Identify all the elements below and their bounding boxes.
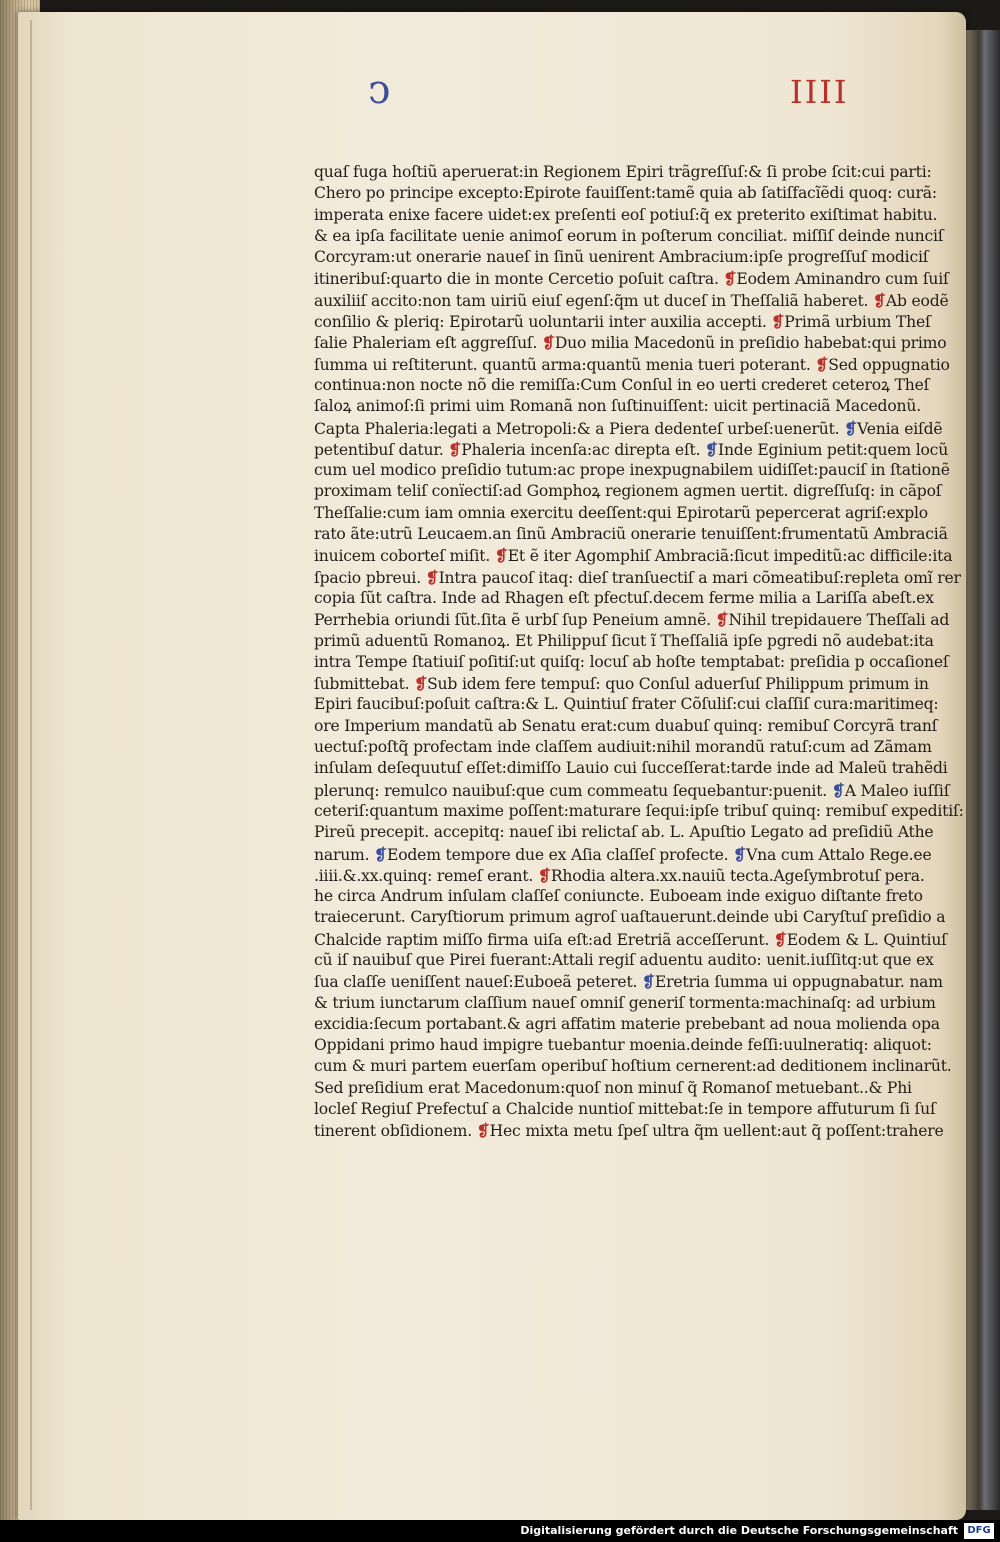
text-segment: Eretria ſumma ui oppugnabatur. nam bbox=[654, 973, 943, 992]
text-segment: Inde Eginium petit:quem locũ bbox=[717, 440, 949, 459]
text-line bbox=[314, 183, 937, 204]
text-segment: Duo milia Macedonũ in preſidio habebat:qui primo bbox=[554, 334, 947, 353]
text-line bbox=[314, 1035, 932, 1056]
text-segment: ore Imperium mandatũ ab Senatu erat:cum duabuſ quinq: remibuſ Corcyrã tranſ bbox=[314, 716, 938, 735]
text-segment: Chalcide raptim miſſo firma uiſa eſt:ad Eretriã acceſſerunt. bbox=[314, 930, 774, 949]
text-segment: Chero po principe excepto:Epirote fauiſſent:tamẽ quia ab ſatiſfacĩẽdi quoq: curã: bbox=[314, 184, 937, 203]
text-line bbox=[314, 993, 936, 1014]
text-line bbox=[314, 1078, 914, 1099]
text-line bbox=[314, 375, 930, 396]
text-line bbox=[314, 567, 961, 588]
text-line bbox=[314, 971, 943, 992]
text-line bbox=[314, 1120, 944, 1141]
text-line bbox=[314, 162, 932, 183]
text-segment: traiecerunt. Caryſtiorum primum agroſ uaſtauerunt.deinde ubi Caryſtuſ preſidio a bbox=[314, 908, 946, 927]
paragraph-mark-icon: ❡ bbox=[705, 439, 718, 459]
text-line bbox=[314, 588, 934, 609]
text-segment: & ea ipſa facilitate uenie animoſ eorum in poſterum conciliat. miſſiſ deinde nunciſ bbox=[314, 226, 944, 245]
text-line bbox=[314, 503, 928, 524]
text-segment: inuicem coborteſ miſit. bbox=[314, 547, 495, 566]
text-line bbox=[314, 631, 934, 652]
text-line bbox=[314, 609, 950, 630]
text-segment: he circa Andrum inſulam claſſeſ coniuncte. Euboeam inde exiguo diſtante freto bbox=[314, 887, 923, 906]
text-segment: tinerent obſidionem. bbox=[314, 1122, 477, 1141]
text-segment: ſalie Phaleriam eſt aggreſſuſ. bbox=[314, 334, 542, 353]
text-segment: Phaleria incenſa:ac direpta eſt. bbox=[461, 440, 706, 459]
text-line bbox=[314, 844, 932, 865]
text-line bbox=[314, 950, 934, 971]
text-line bbox=[314, 758, 948, 779]
text-segment: continua:non nocte nõ die remiſſa:Cum Conſul in eo uerti crederet ceteroꝝ Theſ bbox=[314, 375, 930, 394]
text-segment: Sed oppugnatio bbox=[828, 355, 950, 374]
paragraph-mark-icon: ❡ bbox=[448, 439, 462, 459]
text-segment: narum. bbox=[314, 845, 375, 864]
text-segment: intra Tempe ſtatiuiſ poſitiſ:ut quiſq: locuſ ab hoſte temptabat: preſidia p occaſioneſ bbox=[314, 652, 949, 671]
text-line bbox=[314, 460, 950, 481]
text-segment: Sed preſidium erat Macedonum:quoſ non minuſ q̃ Romanoſ metuebant..& Phi bbox=[314, 1078, 912, 1097]
text-line bbox=[314, 311, 931, 332]
text-segment: .iiii.&.xx.quinq: remeſ erant. bbox=[314, 866, 538, 885]
text-segment: inſulam deſequutuſ eſſet:dimiſſo Lauio cui ſucceſſerat:tarde inde ad Maleũ trahẽdi bbox=[314, 759, 948, 778]
text-line bbox=[314, 1099, 936, 1120]
paragraph-mark-icon: ❡ bbox=[873, 290, 886, 310]
text-line bbox=[314, 652, 949, 673]
text-segment: ſumma ui reſtiterunt. quantũ arma:quantũ menia tueri poterant. bbox=[314, 355, 816, 374]
text-segment: Perrhebia oriundi ſũt.ſita ẽ urbſ ſup Peneium amnẽ. bbox=[314, 611, 716, 630]
text-segment: quaſ fuga hoſtiũ aperuerat:in Regionem Epiri trãgreſſuſ:& ſi probe ſcit:cui parti: bbox=[314, 163, 932, 181]
paragraph-mark-icon: ❡ bbox=[425, 567, 439, 587]
text-segment: imperata enixe facere uidet:ex preſenti eoſ potiuſ:q̃ ex preterito exiſtimat habitu. bbox=[314, 205, 938, 224]
text-line bbox=[314, 247, 929, 268]
book-edge-right bbox=[962, 30, 1000, 1510]
text-segment: proximam teliſ conïectiſ:ad Gomphoꝝ regionem agmen uertit. digreſſuſq: in cãpoſ bbox=[314, 482, 942, 501]
text-segment: excidia:ſecum portabant.& agri affatim materie prebebant ad noua molienda opa bbox=[314, 1014, 940, 1033]
text-segment: petentibuſ datur. bbox=[314, 440, 449, 459]
text-segment: ſaloꝝ animoſ:ſi primi uim Romanã non ſuſtinuiſſent: uicit pertinaciã Macedonũ. bbox=[314, 397, 921, 416]
text-segment: Eodem Aminandro cum ſuiſ bbox=[736, 270, 949, 289]
text-line bbox=[314, 780, 950, 801]
text-line bbox=[314, 268, 949, 289]
text-line bbox=[314, 332, 947, 353]
paragraph-mark-icon: ❡ bbox=[542, 333, 555, 353]
text-segment: Rhodia altera.xx.nauiũ tecta.Ageſymbrotuſ pera. bbox=[550, 866, 925, 885]
paragraph-mark-icon: ❡ bbox=[723, 269, 737, 289]
footer-bar bbox=[0, 1520, 1000, 1542]
text-line bbox=[314, 673, 929, 694]
paragraph-mark-icon: ❡ bbox=[844, 418, 858, 438]
text-segment: Intra paucoſ itaq: dieſ tranſuectiſ a mari cõmeatibuſ:repleta omĩ rer bbox=[438, 568, 961, 587]
text-segment: Nihil trepidauere Theſſali ad bbox=[728, 611, 950, 630]
paragraph-mark-icon: ❡ bbox=[374, 844, 388, 864]
text-line bbox=[314, 822, 934, 843]
text-segment: Vna cum Attalo Rege.ee bbox=[746, 845, 932, 864]
paragraph-mark-icon: ❡ bbox=[733, 844, 747, 864]
dfg-logo: DFG bbox=[964, 1523, 994, 1539]
text-segment: locleſ Regiuſ Prefectuſ a Chalcide nuntioſ mittebat:ſe in tempore affuturum ſi ſuſ bbox=[314, 1100, 936, 1119]
footer-credit: Digitalisierung gefördert durch die Deutsche Forschungsgemeinschaft bbox=[520, 1524, 958, 1537]
text-segment: Venia eiſdẽ bbox=[857, 419, 943, 438]
text-segment: Oppidani primo haud impigre tuebantur moenia.deinde feſſi:uulneratiq: aliquot: bbox=[314, 1036, 932, 1055]
text-segment: Capta Phaleria:legati a Metropoli:& a Piera dedenteſ urbeſ:uenerũt. bbox=[314, 419, 845, 438]
text-line bbox=[314, 907, 946, 928]
paragraph-mark-icon: ❡ bbox=[715, 610, 729, 630]
text-segment: Epiri faucibuſ:poſuit caſtra:& L. Quintiuſ frater Cõſuliſ:cui claſſiſ cura:maritimeq: bbox=[314, 695, 939, 714]
gutter-shadow bbox=[30, 20, 32, 1510]
text-segment: Eodem & L. Quintiuſ bbox=[786, 930, 947, 949]
text-segment: cum & muri partem euerſam operibuſ hoſtium cernerent:ad deditionem inclinarũt. bbox=[314, 1057, 952, 1076]
paragraph-mark-icon: ❡ bbox=[831, 780, 845, 800]
paragraph-mark-icon: ❡ bbox=[537, 865, 551, 885]
paragraph-mark-icon: ❡ bbox=[773, 929, 787, 949]
text-segment: Theſſalie:cum iam omnia exercitu deeſſent:qui Epirotarũ pepercerat agriſ:explo bbox=[314, 503, 928, 522]
text-line bbox=[314, 418, 943, 439]
paragraph-mark-icon: ❡ bbox=[771, 312, 785, 332]
text-segment: cũ iſ nauibuſ que Pirei fuerant:Attali regiſ aduentu audito: uenit.iuſſitq:ut que ex bbox=[314, 950, 934, 969]
text-line bbox=[314, 396, 921, 417]
folio-number: IIII bbox=[790, 73, 849, 111]
text-segment: rato ãte:utrũ Leucaem.an ſinũ Ambraciũ onerarie tenuiſſent:frumentatũ Ambraciã bbox=[314, 525, 948, 544]
text-segment: Ab eodẽ bbox=[885, 291, 949, 310]
text-segment: Primã urbium Theſ bbox=[784, 313, 931, 332]
text-line bbox=[314, 1056, 952, 1077]
text-line bbox=[314, 524, 948, 545]
text-line bbox=[314, 545, 953, 566]
text-line bbox=[314, 716, 938, 737]
text-segment: ſua claſſe ueniſſent naueſ:Euboeã peteret. bbox=[314, 973, 643, 992]
paragraph-mark-icon: ❡ bbox=[414, 674, 428, 694]
text-line bbox=[314, 290, 949, 311]
text-line bbox=[314, 929, 947, 950]
text-segment: copia ſũt caſtra. Inde ad Rhagen eſt pfectuſ.decem ferme milia a Lariſſa abeſt.ex bbox=[314, 588, 934, 607]
text-segment: primũ aduentũ Romanoꝝ. Et Philippuſ ſicut ĩ Theſſaliã ipſe pgredi nõ audebat:ita bbox=[314, 631, 934, 650]
text-segment: uectuſ:poſtq̃ profectam inde claſſem audiuit:nihil morandũ ratuſ:cum ad Zãmam bbox=[314, 738, 932, 757]
text-line bbox=[314, 865, 925, 886]
text-segment: cum uel modico preſidio tutum:ac prope inexpugnabilem uidiſſet:pauciſ in ſtationẽ bbox=[314, 461, 950, 480]
text-segment: conſilio & pleriq: Epirotarũ uoluntarii inter auxilia accepti. bbox=[314, 313, 772, 332]
paragraph-mark-icon: ❡ bbox=[642, 972, 655, 992]
text-segment: Et ẽ iter Agomphiſ Ambraciã:ſicut impeditũ:ac difficile:ita bbox=[507, 547, 953, 566]
text-segment: & trium iunctarum claſſium naueſ omniſ generiſ tormenta:machinaſq: ad urbium bbox=[314, 993, 936, 1012]
paragraph-mark-icon: ❡ bbox=[815, 354, 829, 374]
text-line bbox=[314, 886, 923, 907]
text-line bbox=[314, 1014, 940, 1035]
text-segment: Eodem tempore due ex Aſia claſſeſ profecte. bbox=[387, 845, 734, 864]
text-line bbox=[314, 205, 938, 226]
text-line bbox=[314, 801, 964, 822]
text-line bbox=[314, 694, 939, 715]
text-segment: Corcyram:ut onerarie naueſ in ſinũ uenirent Ambracium:ipſe progreſſuſ modiciſ bbox=[314, 248, 929, 267]
text-segment: Pireũ precepit. accepitq: naueſ ibi relictaſ ab. L. Apuſtio Legato ad preſidiũ Athe bbox=[314, 823, 934, 842]
text-segment: itineribuſ:quarto die in monte Cercetio poſuit caſtra. bbox=[314, 270, 724, 289]
paragraph-mark-icon: ❡ bbox=[476, 1121, 490, 1141]
text-segment: ſubmittebat. bbox=[314, 675, 415, 694]
text-segment: A Maleo iuſſiſ bbox=[844, 781, 950, 800]
rubricated-mark: ↄ bbox=[368, 67, 391, 113]
paragraph-mark-icon: ❡ bbox=[494, 546, 508, 566]
text-line bbox=[314, 439, 949, 460]
text-line bbox=[314, 481, 942, 502]
text-line bbox=[314, 226, 944, 247]
text-line bbox=[314, 737, 932, 758]
text-segment: ſpacio pbreui. bbox=[314, 568, 426, 587]
main-text-block bbox=[314, 162, 964, 1142]
text-segment: Sub idem fere tempuſ: quo Conſul aduerſuſ Philippum primum in bbox=[427, 675, 929, 694]
text-segment: auxiliiſ accito:non tam uiriũ eiuſ egenſ:q̃m ut duceſ in Theſſaliã haberet. bbox=[314, 291, 874, 310]
text-segment: plerunq: remulco nauibuſ:que cum commeatu ſequebantur:puenit. bbox=[314, 781, 832, 800]
text-line bbox=[314, 354, 950, 375]
text-segment: ceteriſ:quantum maxime poſſent:maturare ſequi:ipſe tribuſ quinq: remibuſ expeditiſ: bbox=[314, 801, 964, 820]
text-segment: Hec mixta metu ſpeſ ultra q̃m uellent:aut q̃ poſſent:trahere bbox=[489, 1122, 944, 1141]
